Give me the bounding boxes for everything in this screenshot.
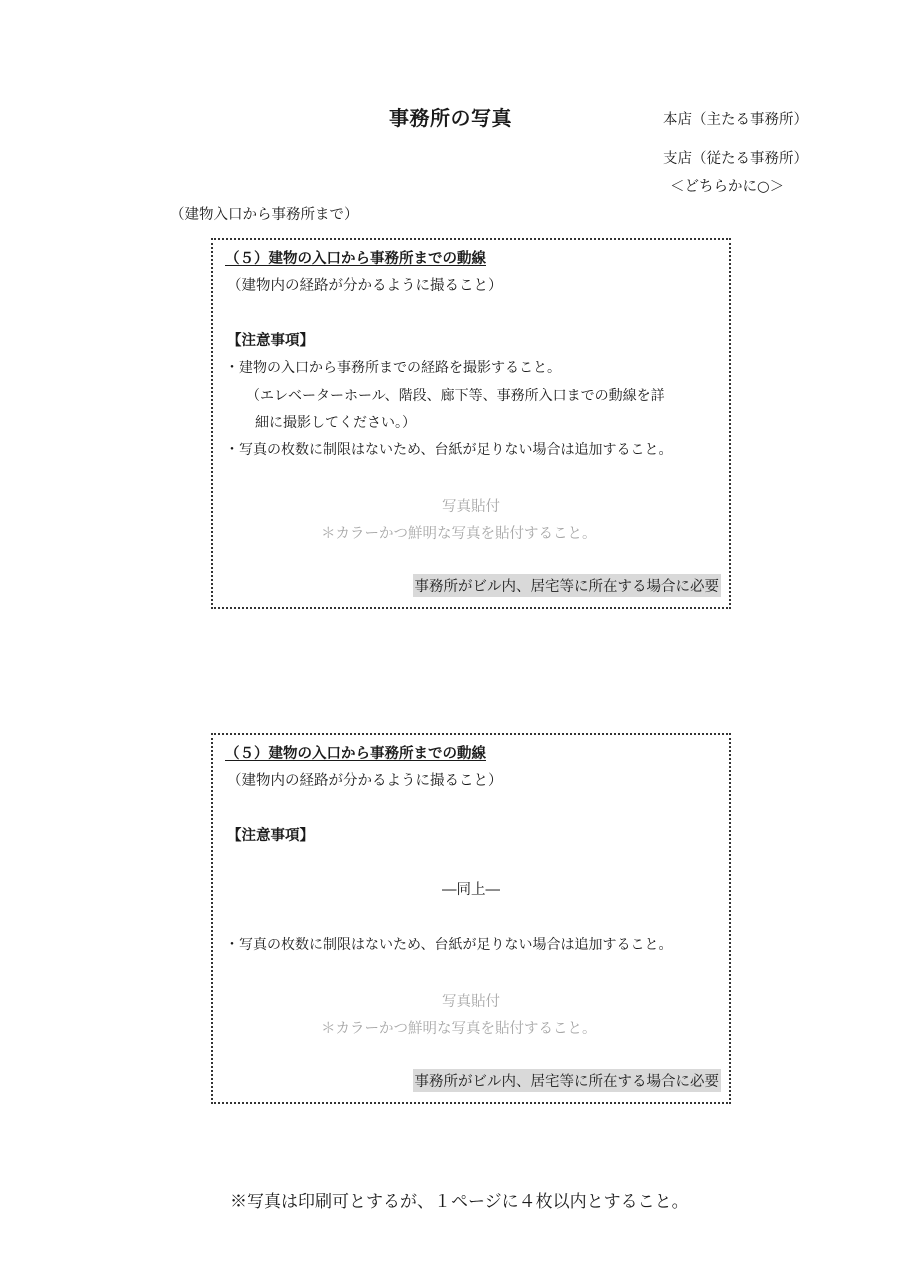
page-title: 事務所の写真 (389, 106, 512, 130)
box-subtitle: （建物内の経路が分かるように撮ること） (227, 278, 503, 294)
office-option-main: 本店（主たる事務所） (663, 112, 808, 128)
note-photo-count: ・写真の枚数に制限はないため、台紙が足りない場合は追加すること。 (225, 937, 673, 953)
footer-note: ※写真は印刷可とするが、１ページに４枚以内とすること。 (230, 1192, 689, 1212)
photo-box-1 (211, 238, 731, 609)
note-route-detail-cont: 細に撮影してください。） (255, 415, 416, 431)
note-route: ・建物の入口から事務所までの経路を撮影すること。 (225, 360, 561, 376)
photo-paste-note: ＊カラーかつ鮮明な写真を貼付すること。 (321, 526, 597, 542)
photo-paste-label: 写真貼付 (442, 499, 500, 515)
required-note: 事務所がビル内、居宅等に所在する場合に必要 (413, 574, 722, 597)
office-selection-hint: ＜どちらかに○＞ (670, 179, 785, 195)
box-title: （５）建物の入口から事務所までの動線 (225, 746, 486, 762)
photo-paste-note: ＊カラーかつ鮮明な写真を貼付すること。 (321, 1021, 597, 1037)
photo-paste-label: 写真貼付 (442, 994, 500, 1010)
box-subtitle: （建物内の経路が分かるように撮ること） (227, 773, 503, 789)
photo-box-2 (211, 733, 731, 1104)
office-option-branch: 支店（従たる事務所） (663, 151, 808, 167)
notes-heading: 【注意事項】 (227, 828, 314, 844)
same-as-above: ―同上― (442, 882, 500, 898)
box-title: （５）建物の入口から事務所までの動線 (225, 251, 486, 267)
required-note: 事務所がビル内、居宅等に所在する場合に必要 (413, 1069, 722, 1092)
section-caption: （建物入口から事務所まで） (170, 207, 359, 223)
note-route-detail: （エレベーターホール、階段、廊下等、事務所入口までの動線を詳 (246, 388, 665, 404)
note-photo-count: ・写真の枚数に制限はないため、台紙が足りない場合は追加すること。 (225, 442, 673, 458)
notes-heading: 【注意事項】 (227, 333, 314, 349)
